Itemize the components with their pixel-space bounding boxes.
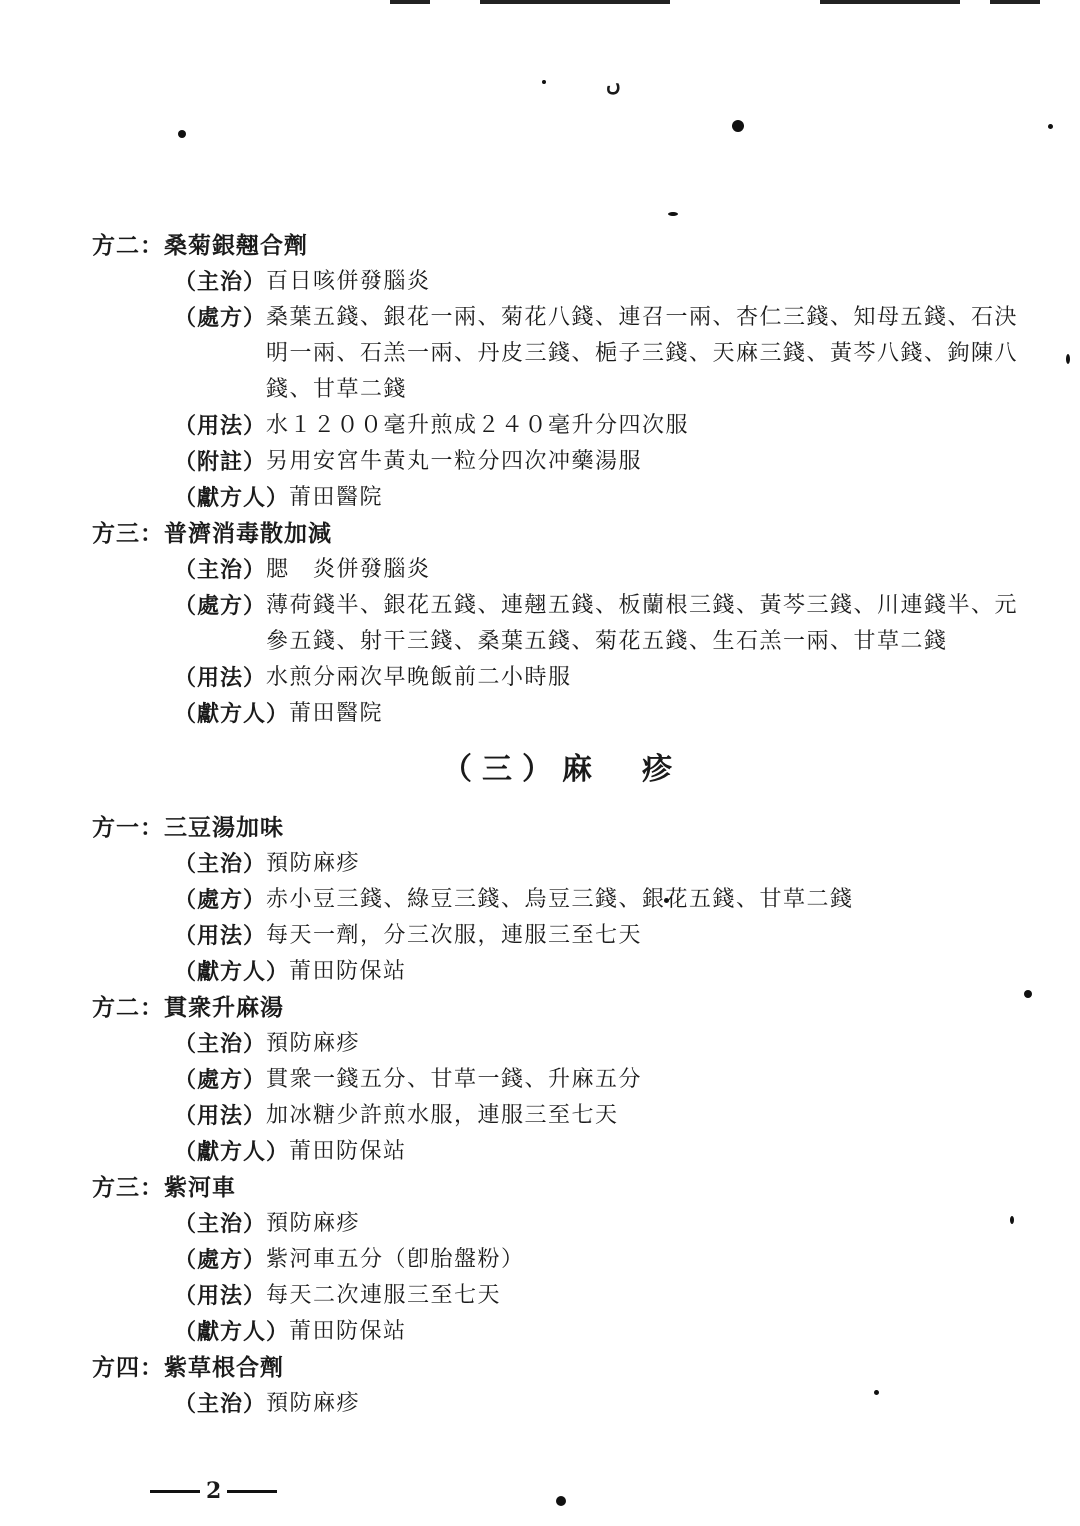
entry-tag: （處方） — [174, 1067, 267, 1093]
colon: ： — [140, 232, 164, 259]
entry-text: 薄荷錢半、銀花五錢、連翹五錢、板蘭根三錢、黃芩三錢、川連錢半、元參五錢、射干三錢、桑葉五錢、菊花五錢、生石羔一兩、甘草二錢 — [266, 593, 1019, 654]
formula-entry — [174, 918, 1032, 954]
entry-text: 莆田防保站 — [289, 959, 407, 984]
page-number — [150, 1478, 277, 1504]
scan-speck — [178, 130, 186, 138]
scan-speck — [1048, 124, 1053, 129]
formula-entry — [174, 1314, 1032, 1350]
formula-section — [92, 1170, 1032, 1350]
entry-text: 加冰糖少許煎水服，連服三至七天 — [266, 1103, 619, 1128]
entry-text: 水１２００毫升煎成２４０毫升分四次服 — [266, 413, 690, 438]
formula-entry — [174, 1242, 1032, 1278]
entry-tag: （獻方人） — [174, 701, 290, 727]
formula-entry — [174, 588, 1032, 660]
entry-tag: （用法） — [174, 665, 267, 691]
formula-entry — [174, 552, 1032, 588]
formula-title: 三豆湯加味 — [164, 814, 284, 841]
header-mark: ں — [606, 72, 621, 96]
category-heading: （三）麻 疹 — [442, 752, 682, 787]
entry-tag: （主治） — [174, 269, 267, 295]
entry-tag: （主治） — [174, 851, 267, 877]
entry-text: 預防麻疹 — [266, 1211, 361, 1236]
colon: ： — [140, 994, 164, 1021]
entry-text: 莆田醫院 — [289, 701, 384, 726]
scan-artifact-rule — [390, 0, 430, 4]
entry-text: 貫衆一錢五分、甘草一錢、升麻五分 — [266, 1067, 643, 1092]
entry-text: 預防麻疹 — [266, 1031, 361, 1056]
formula-entry — [174, 882, 1032, 918]
formula-title: 桑菊銀翹合劑 — [164, 232, 308, 259]
entry-text: 水煎分兩次早晚飯前二小時服 — [266, 665, 572, 690]
scan-speck — [542, 80, 546, 84]
scan-artifact-rule — [990, 0, 1040, 4]
formula-title: 普濟消毒散加減 — [164, 520, 332, 547]
entry-tag: （附註） — [174, 449, 267, 475]
formula-heading — [92, 1170, 1032, 1206]
formula-heading — [92, 810, 1032, 846]
formula-title: 紫河車 — [164, 1174, 236, 1201]
formula-entry — [174, 660, 1032, 696]
formula-section — [92, 990, 1032, 1170]
formula-entry — [174, 408, 1032, 444]
entry-text: 預防麻疹 — [266, 1391, 361, 1416]
page-dash-left — [150, 1490, 200, 1493]
formula-entry — [174, 444, 1032, 480]
entry-tag: （主治） — [174, 1031, 267, 1057]
formula-label: 方二 — [92, 232, 140, 259]
entry-text: 紫河車五分（卽胎盤粉） — [266, 1247, 525, 1272]
formula-heading — [92, 1350, 1032, 1386]
formula-label: 方一 — [92, 814, 140, 841]
entry-tag: （處方） — [174, 305, 267, 331]
formula-entry — [174, 1134, 1032, 1170]
scan-speck — [668, 212, 678, 216]
formula-section — [92, 228, 1032, 516]
entry-tag: （獻方人） — [174, 1319, 290, 1345]
formula-label: 方二 — [92, 994, 140, 1021]
entry-tag: （主治） — [174, 1211, 267, 1237]
entry-tag: （處方） — [174, 887, 267, 913]
formula-title: 貫衆升麻湯 — [164, 994, 284, 1021]
entry-text: 百日咳併發腦炎 — [266, 269, 431, 294]
formula-section — [92, 810, 1032, 990]
entry-text: 赤小豆三錢、綠豆三錢、烏豆三錢、銀花五錢、甘草二錢 — [266, 887, 854, 912]
scan-artifact-rule — [480, 0, 670, 4]
entry-text: 每天一劑，分三次服，連服三至七天 — [266, 923, 643, 948]
entry-text: 每天二次連服三至七天 — [266, 1283, 502, 1308]
entry-tag: （用法） — [174, 923, 267, 949]
formula-entry — [174, 954, 1032, 990]
formula-entry — [174, 264, 1032, 300]
entry-text: 莆田醫院 — [289, 485, 384, 510]
entry-tag: （處方） — [174, 1247, 267, 1273]
formula-entry — [174, 1098, 1032, 1134]
page-dash-right — [227, 1490, 277, 1493]
formula-entry — [174, 1278, 1032, 1314]
formula-entry — [174, 696, 1032, 732]
entry-tag: （用法） — [174, 413, 267, 439]
entry-tag: （獻方人） — [174, 485, 290, 511]
colon: ： — [140, 1174, 164, 1201]
formula-section — [92, 1350, 1032, 1422]
formula-heading — [92, 516, 1032, 552]
entry-tag: （用法） — [174, 1283, 267, 1309]
document-content — [92, 228, 1032, 1422]
entry-text: 莆田防保站 — [289, 1139, 407, 1164]
entry-tag: （主治） — [174, 1391, 267, 1417]
entry-tag: （主治） — [174, 557, 267, 583]
colon: ： — [140, 814, 164, 841]
entry-tag: （獻方人） — [174, 1139, 290, 1165]
formula-entry — [174, 300, 1032, 408]
formula-entry — [174, 1206, 1032, 1242]
entry-tag: （獻方人） — [174, 959, 290, 985]
entry-text: 預防麻疹 — [266, 851, 361, 876]
entry-text: 莆田防保站 — [289, 1319, 407, 1344]
formula-heading — [92, 990, 1032, 1026]
scan-speck — [1066, 354, 1070, 364]
formula-label: 方三 — [92, 520, 140, 547]
formula-entry — [174, 480, 1032, 516]
entry-text: 桑葉五錢、銀花一兩、菊花八錢、連召一兩、杏仁三錢、知母五錢、石決明一兩、石羔一兩、丹皮三錢、梔子三錢、天麻三錢、黃芩八錢、鉤陳八錢、甘草二錢 — [266, 305, 1019, 402]
formula-entry — [174, 1386, 1032, 1422]
formula-title: 紫草根合劑 — [164, 1354, 284, 1381]
scan-speck — [732, 120, 744, 132]
scan-artifact-rule — [820, 0, 960, 4]
scan-speck — [556, 1496, 566, 1506]
formula-entry — [174, 1026, 1032, 1062]
entry-tag: （用法） — [174, 1103, 267, 1129]
colon: ： — [140, 1354, 164, 1381]
formula-label: 方三 — [92, 1174, 140, 1201]
formula-entry — [174, 846, 1032, 882]
entry-tag: （處方） — [174, 593, 267, 619]
colon: ： — [140, 520, 164, 547]
formula-entry — [174, 1062, 1032, 1098]
formula-label: 方四 — [92, 1354, 140, 1381]
entry-text: 腮 炎併發腦炎 — [266, 557, 431, 582]
formula-heading — [92, 228, 1032, 264]
entry-text: 另用安宮牛黃丸一粒分四次冲藥湯服 — [266, 449, 643, 474]
formula-section — [92, 516, 1032, 732]
page-number-value: 2 — [206, 1478, 222, 1504]
